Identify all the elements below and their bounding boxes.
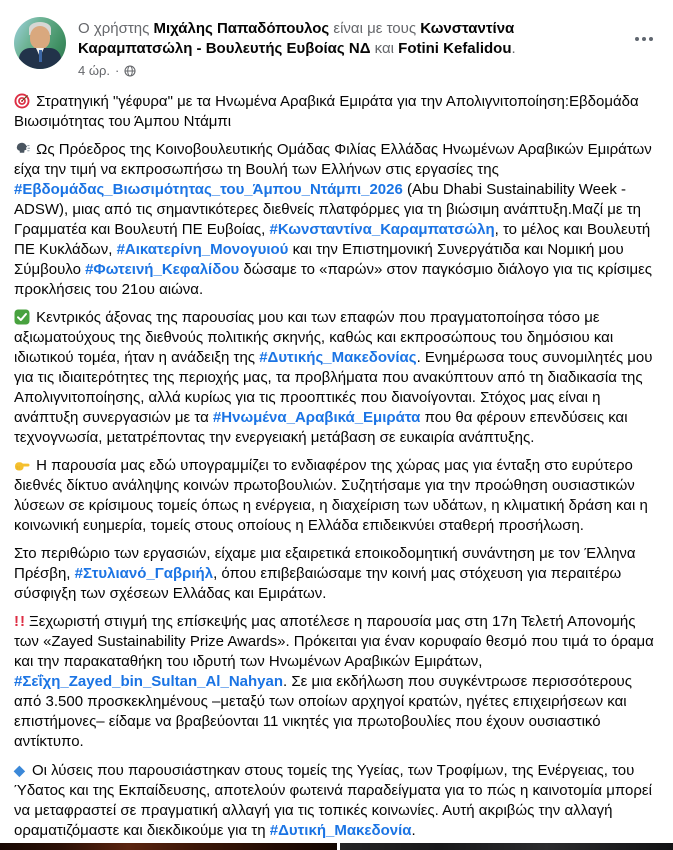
post-paragraph: Στρατηγική "γέφυρα" με τα Ηνωμένα Αραβικά Εμιράτα για την Απολιγνιτοποίηση:Εβδομάδα Βιωσιμότητας του Άμπου Ντάμπι: [14, 93, 639, 130]
hashtag-link[interactable]: #Εβδομάδας_Βιωσιμότητας_του_Άμπου_Ντάμπι_2026: [14, 181, 403, 198]
tagged-person-2-link[interactable]: Fotini Kefalidou: [398, 40, 512, 57]
post-paragraph: Ως Πρόεδρος της Κοινοβουλευτικής Ομάδας Φιλίας Ελλάδας Ηνωμένων Αραβικών Εμιράτων είχα την τιμή να εκπροσωπήσω τη Βουλή των Ελλήνων στις εργασίες της #Εβδομάδας_Βιωσιμότητας_του_Άμπου_Ντάμπι_2026 (Abu Dhabi Sustainability Week - ADSW), μιας από τις σημαντικότερες διεθνείς πλατφόρμες για τη βιώσιμη ανάπτυξη.Μαζί με τη Γραμματέα και Βουλευτή ΠΕ Ευβοίας, #Κωνσταντίνα_Καραμπατσώλη, το μέλος και Βουλευτή ΠΕ Κυκλάδων, #Αικατερίνη_Μονογυιού και την Επιστημονική Συνεργάτιδα και Νομική μου Σύμβουλο #Φωτεινή_Κεφαλίδου δώσαμε το «παρών» στον παγκόσμιο διάλογο για τις κρίσιμες προκλήσεις του 21ου αιώνα.: [14, 141, 653, 298]
post-header-text: [78, 17, 623, 79]
three-dots-icon: [635, 37, 639, 41]
pointing-right-hand-emoji: [14, 457, 30, 473]
double-exclamation-emoji: !!: [14, 613, 26, 630]
hashtag-link[interactable]: #Στυλιανό_Γαβριήλ: [74, 565, 214, 582]
hashtag-link[interactable]: #Ηνωμένα_Αραβικά_Εμιράτα: [212, 409, 421, 426]
hashtag-link[interactable]: #Φωτεινή_Κεφαλίδου: [85, 261, 240, 278]
blue-diamond-emoji: ◆: [14, 762, 25, 778]
globe-privacy-icon: [124, 65, 136, 77]
target-emoji: [14, 93, 30, 109]
author-avatar[interactable]: [14, 17, 66, 69]
hashtag-link[interactable]: #Κωνσταντίνα_Καραμπατσώλη: [269, 221, 495, 238]
post-meta[interactable]: [78, 63, 623, 79]
post-timestamp[interactable]: 4 ώρ.: [78, 63, 110, 78]
hashtag-link[interactable]: #Δυτικής_Μακεδονίας: [259, 349, 417, 366]
check-mark-emoji: [14, 309, 30, 325]
post-paragraph: !! Ξεχωριστή στιγμή της επίσκεψής μας αποτέλεσε η παρουσία μας στη 17η Τελετή Απονομής των «Zayed Sustainability Prize Awards». Πρόκειται για έναν κορυφαίο θεσμό που τιμά το όραμα και την παρακαταθήκη του ιδρυτή των Ηνωμένων Αραβικών Εμιράτων, #Σεΐχη_Zayed_bin_Sultan_Al_Nahyan. Σε μια εκδήλωση που συγκέντρωσε περισσότερους από 3.500 προσκεκλημένους –μεταξύ των οποίων αρχηγοί κρατών, ηγέτες επιχειρήσεων και επιστήμονες– είδαμε να βραβεύονται 11 νικητές για πρωτοβουλίες που έχουν ουσιαστικό αντίκτυπο.: [14, 613, 654, 750]
hashtag-link[interactable]: #Αικατερίνη_Μονογυιού: [116, 241, 289, 258]
post-paragraph: Στο περιθώριο των εργασιών, είχαμε μια εξαιρετικά εποικοδομητική συνάντηση με τον Έλληνα Πρέσβη, #Στυλιανό_Γαβριήλ, όπου επιβεβαιώσαμε την κοινή μας στόχευση για περαιτέρω σύσφιγξη των σχέσεων Ελλάδας και Εμιράτων.: [14, 545, 636, 602]
header-period: .: [511, 40, 516, 57]
post-paragraph: Κεντρικός άξονας της παρουσίας μου και των επαφών που πραγματοποίησα τόσο με αξιωματούχους της διεθνούς πολιτικής σκηνής, καθώς και εκπροσώπους του δημόσιου και ιδιωτικού τομέα, ήταν η ανάδειξη της #Δυτικής_Μακεδονίας. Ενημέρωσα τους συνομιλητές μου για τις ιδιαιτερότητες της περιοχής μας, τα προβλήματα που ανακύπτουν από τη διαδικασία της Απολιγνιτοποίησης, αλλά κυρίως για τις προοπτικές που διανοίγονται. Στόχος μας είναι η ανάπτυξη συνεργασιών με τα #Ηνωμένα_Αραβικά_Εμιράτα που θα φέρουν επενδύσεις και τεχνογνωσία, μετατρέποντας την ενεργειακή μετάβαση σε ευκαιρία ανάπτυξης.: [14, 309, 653, 446]
hashtag-link[interactable]: #Σεΐχη_Zayed_bin_Sultan_Al_Nahyan: [14, 673, 284, 690]
three-dots-icon: [649, 37, 653, 41]
header-and-connector: και: [370, 40, 399, 57]
header-context-prefix: Ο χρήστης: [78, 20, 154, 37]
post-paragraph: Η παρουσία μας εδώ υπογραμμίζει το ενδιαφέρον της χώρας μας για ένταξη στο ευρύτερο διεθνές δίκτυο ανάληψης κοινών πρωτοβουλιών. Συζητήσαμε για την προώθηση ουσιαστικών λύσεων σε κρίσιμους τομείς όπως η ενέργεια, η διαχείριση των υδάτων, η κλιματική δράση και η κοινωνική ευημερία, τομείς στους οποίους η Ελλάδα επιδεικνύει σταθερή προσήλωση.: [14, 457, 648, 534]
photo-attachment-2[interactable]: [340, 843, 673, 850]
header-with-connector: είναι με τους: [329, 20, 421, 37]
tagged-person-1-link[interactable]: Κωνσταντίνα Καραμπατσώλη - Βουλευτής Ευβοίας ΝΔ: [78, 20, 515, 57]
post-header: [14, 17, 657, 79]
photo-attachment-row: [0, 843, 673, 850]
author-name-link[interactable]: Μιχάλης Παπαδόπουλος: [153, 20, 330, 37]
avatar-figure: [30, 26, 50, 49]
post-text: [14, 92, 657, 841]
post-options-button[interactable]: [631, 33, 657, 45]
photo-attachment-1[interactable]: [0, 843, 337, 850]
speaking-head-emoji: [14, 141, 30, 157]
hashtag-link[interactable]: #Δυτική_Μακεδονία: [269, 822, 412, 839]
avatar-figure: [39, 50, 42, 62]
meta-separator: ·: [115, 63, 120, 78]
three-dots-icon: [642, 37, 646, 41]
post-paragraph: ◆ Οι λύσεις που παρουσιάστηκαν στους τομείς της Υγείας, των Τροφίμων, της Ενέργειας, του Ύδατος και της Εκπαίδευσης, αποτελούν φωτεινά παραδείγματα για το πώς η καινοτομία μπορεί να μεταφραστεί σε πραγματική αλλαγή για τις τοπικές κοινωνίες. Αυτή ακριβώς την αλλαγή οραματιζόμαστε και διεκδικούμε για τη #Δυτική_Μακεδονία.: [14, 762, 652, 839]
